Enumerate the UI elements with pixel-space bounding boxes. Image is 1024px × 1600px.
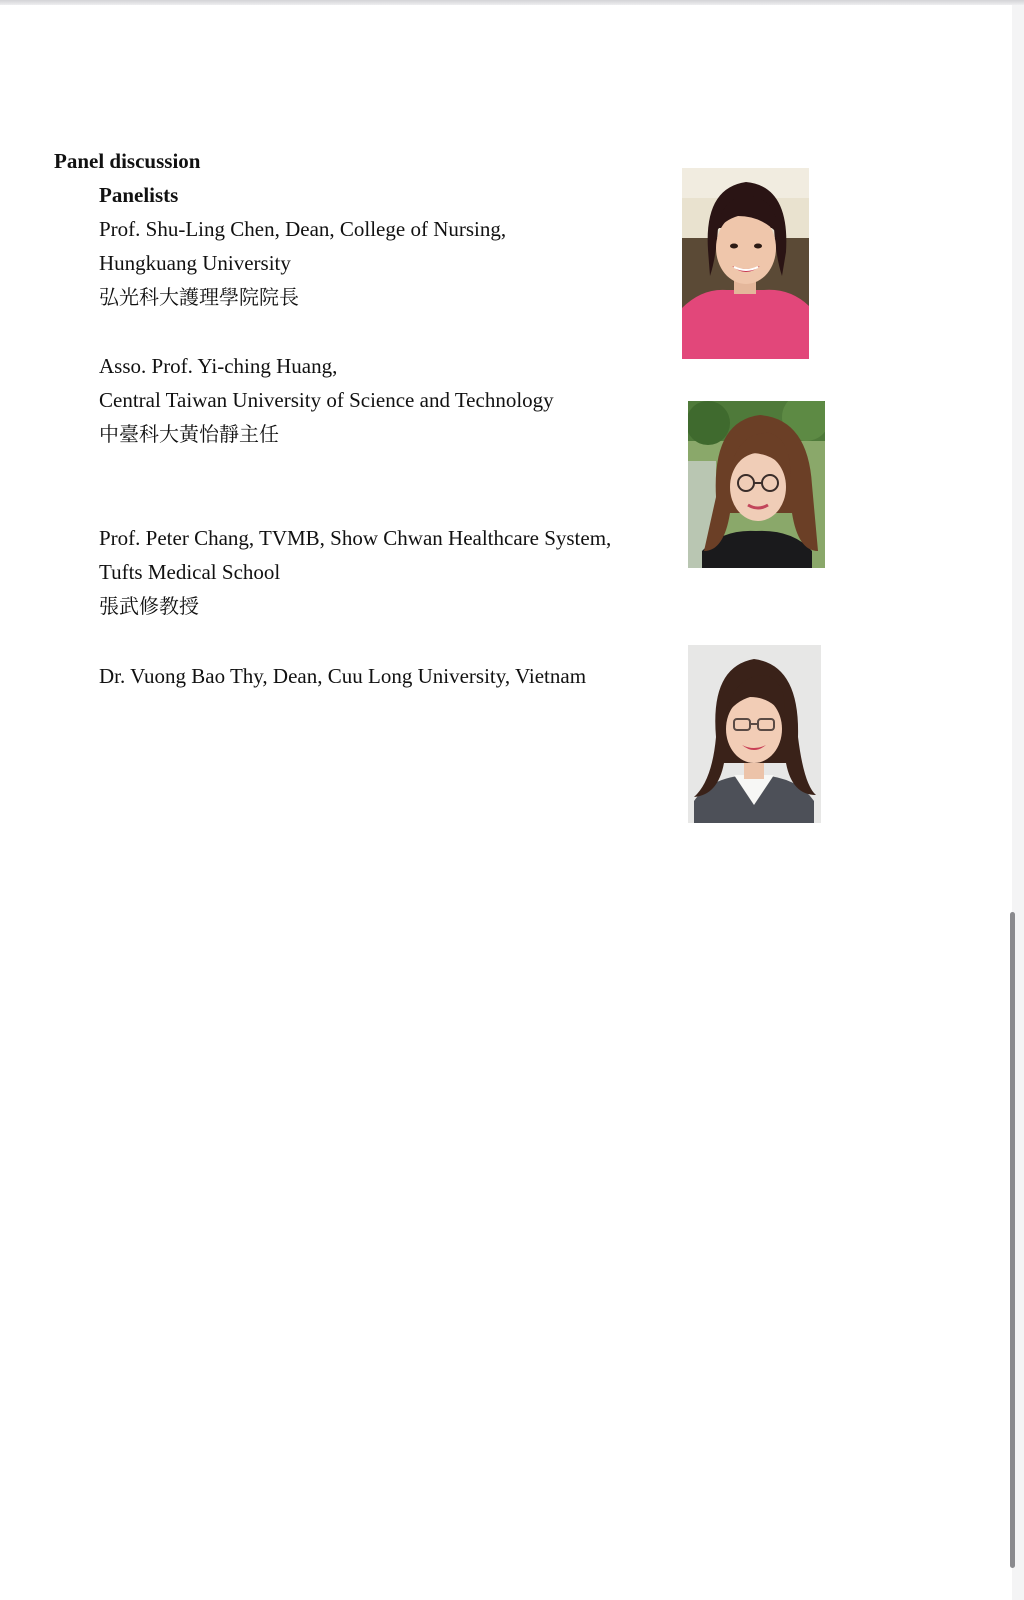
- panelist-name-line: Prof. Peter Chang, TVMB, Show Chwan Healthcare System,: [99, 526, 612, 550]
- panelist-chinese-title: 中臺科大黃怡靜主任: [99, 422, 279, 446]
- panelist-photo: [688, 401, 825, 568]
- panelist-affiliation-line: Hungkuang University: [99, 251, 291, 275]
- panelist-entry: [99, 521, 611, 623]
- panelists-subheading: Panelists: [99, 183, 179, 207]
- panelist-chinese-title: 弘光科大護理學院院長: [99, 285, 299, 309]
- panelist-photo: [682, 168, 809, 359]
- panelist-photo: [688, 645, 821, 823]
- panelist-name-line: Dr. Vuong Bao Thy, Dean, Cuu Long University, Vietnam: [99, 664, 587, 688]
- panelist-affiliation-line: Central Taiwan University of Science and Technology: [99, 388, 554, 412]
- panelist-entry: [99, 659, 586, 693]
- panelist-entry: [99, 349, 554, 451]
- panelist-name-line: Prof. Shu-Ling Chen, Dean, College of Nursing,: [99, 217, 507, 241]
- section-heading: Panel discussion: [54, 149, 201, 173]
- scrollbar-thumb[interactable]: [1010, 912, 1015, 1568]
- panelist-name-line: Asso. Prof. Yi-ching Huang,: [99, 354, 338, 378]
- panelist-affiliation-line: Tufts Medical School: [99, 560, 281, 584]
- panelist-chinese-title: 張武修教授: [99, 594, 199, 618]
- panelist-entry: [99, 212, 506, 314]
